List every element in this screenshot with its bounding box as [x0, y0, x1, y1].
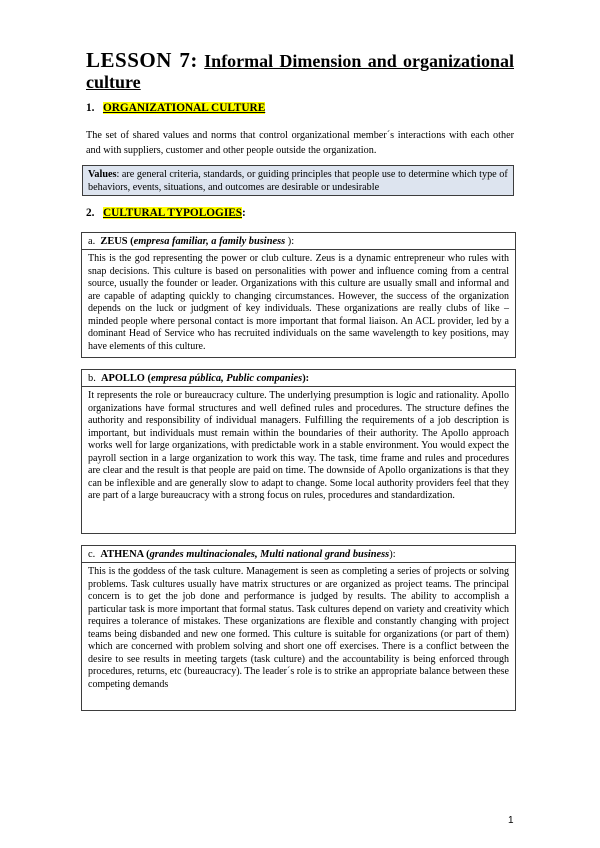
- typology-letter: b.: [88, 373, 96, 384]
- typology-paren-open: (: [127, 236, 134, 247]
- typology-description: This is the goddess of the task culture. Management is seen as completing a series of projects or solving problems. Task cultures usually have matrix structures or are organized as project teams. The principal concern is to get the job done and performance is judged by results. The ability to accomplish a particular task is more important that formal status. Task cultures depend on variety and creativity which requires a tolerance of mistakes. These organizations are flexible and constantly changing with project teams being disbanded and new one formed. This culture is suitable for organizations (or part of them) which are concerned with problem solving and short one off exercises. There is a conflict between the desire to see results in meeting targets (task culture) and the accountability is being enforced through procedures, returns, etc (bureaucracy). The leader´s role is to strike an appropriate balance between these competing demands: [88, 566, 509, 690]
- typology-paren-close: ):: [389, 549, 396, 560]
- typology-subtitle: grandes multinacionales, Multi national grand business: [149, 549, 390, 560]
- typology-name: ATHENA: [100, 549, 144, 560]
- typology-box-apollo: [81, 369, 516, 534]
- section-heading-1: [86, 102, 265, 114]
- typology-header: [82, 233, 515, 250]
- typology-name: APOLLO: [101, 373, 145, 384]
- values-definition: : are general criteria, standards, or guiding principles that people use to determine which type of behaviors, events, situations, and outcomes are desirable or undesirable: [88, 169, 508, 193]
- typology-paren-open: (: [144, 373, 151, 384]
- typology-description: This is the god representing the power or club culture. Zeus is a dynamic entrepreneur who rules with snap decisions. This culture is based on personalities with power and influence coming from a central source, usually the founder or leader. Organizations with this culture are usually small and informal and are capable of adapting quickly to changing circumstances. However, the success of the organization depends on the luck or judgment of key individuals. These organizations are really clubs of like – minded people where personal contact is more important that formal liaison. An ACL provider, led by a dominant Head of Service who has recruited individuals on the same wavelength to key positions, may have elements of this culture.: [88, 253, 509, 352]
- organizational-culture-definition: The set of shared values and norms that control organizational member´s interactions with each other and with suppliers, customer and other people outside the organization.: [86, 130, 514, 156]
- section-number: 2.: [86, 207, 95, 219]
- typology-letter: a.: [88, 236, 96, 247]
- typology-subtitle: empresa pública, Public companies: [150, 373, 303, 384]
- lesson-title: [86, 50, 514, 72]
- typology-paren-open: (: [143, 549, 150, 560]
- section-heading-2: [86, 207, 246, 219]
- typology-header: [82, 370, 515, 387]
- typology-paren-close: ):: [285, 236, 295, 247]
- typology-description: It represents the role or bureaucracy culture. The underlying presumption is logic and rationality. Apollo organizations have formal structures and well defined rules and procedures. The structure defines the authority and responsibility of individual managers. Fulfilling the requirements of a job description is important, but individuals must remain within the boundaries of their authority. The Apollo approach works well for large organizations, with predictable work in a stable environment. You would expect the payroll section in a large organization to work this way. The task, time frame and rules and procedures are clear and the result is that people are paid on time. The downside of Apollo organizations is that they can be inflexible and are generally slow to adapt to change. Some local authority providers feel that they are part of a large bureaucracy with a strong focus on rules, procedures and standardization.: [88, 390, 509, 501]
- page-number: 1: [508, 815, 514, 826]
- section-title-suffix: :: [242, 207, 246, 219]
- typology-name: ZEUS: [100, 236, 128, 247]
- typology-subtitle: empresa familiar, a family business: [133, 236, 286, 247]
- values-definition-box: [82, 165, 514, 196]
- typology-box-zeus: [81, 232, 516, 358]
- typology-header: [82, 546, 515, 563]
- lesson-title-line2: culture: [86, 72, 141, 92]
- lesson-title-text: Informal Dimension and organizational: [204, 51, 515, 71]
- typology-paren-close: ):: [302, 373, 310, 384]
- lesson-number: LESSON 7:: [86, 48, 198, 72]
- typology-letter: c.: [88, 549, 96, 560]
- section-title: ORGANIZATIONAL CULTURE: [102, 102, 266, 114]
- typology-box-athena: [81, 545, 516, 711]
- values-term: Values: [88, 169, 117, 180]
- section-number: 1.: [86, 102, 95, 114]
- section-title: CULTURAL TYPOLOGIES: [102, 207, 243, 219]
